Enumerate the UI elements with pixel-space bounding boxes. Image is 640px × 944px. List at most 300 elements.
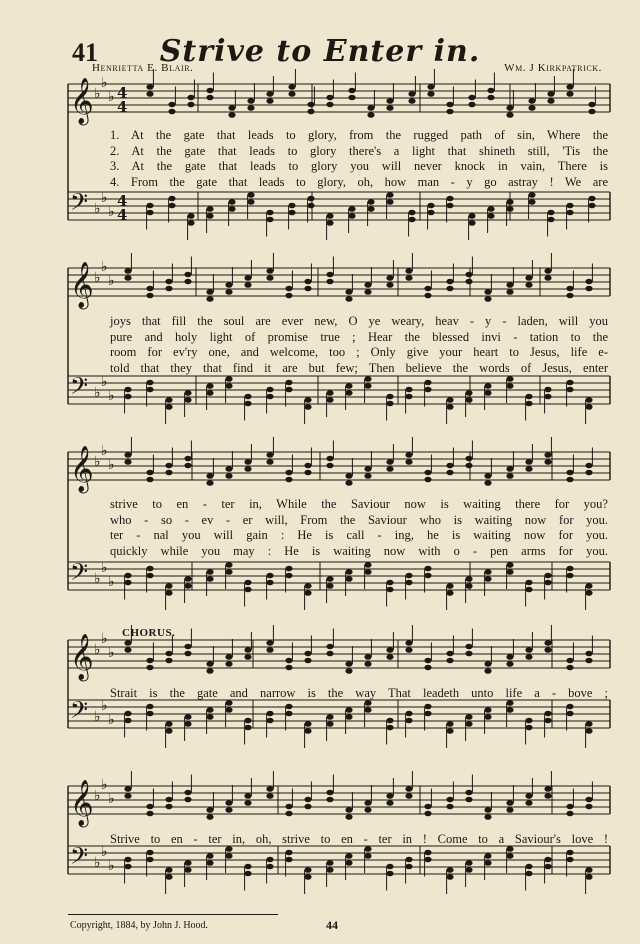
note-head (525, 793, 532, 799)
note-head (244, 647, 251, 653)
note-head (124, 387, 131, 393)
note-head (307, 196, 314, 202)
note-head (345, 860, 352, 866)
note-head (326, 95, 333, 101)
note-head (506, 707, 513, 713)
note-head (244, 793, 251, 799)
note-head (465, 279, 472, 285)
flat-sign: ♭ (108, 388, 115, 404)
note-head (184, 583, 191, 589)
flat-sign: ♭ (101, 259, 108, 275)
note-head (405, 793, 412, 799)
note-head (405, 711, 412, 717)
note-head (288, 84, 295, 90)
note-head (566, 811, 573, 817)
note-head (266, 711, 273, 717)
note-head (146, 704, 153, 710)
note-head (326, 644, 333, 650)
flat-sign: ♭ (94, 709, 101, 725)
note-head (525, 459, 532, 465)
bass-clef: 𝄢 (70, 696, 89, 729)
note-head (424, 850, 431, 856)
note-head (288, 91, 295, 97)
note-head (266, 857, 273, 863)
note-head (146, 293, 153, 299)
lyrics-system-3 (110, 497, 608, 559)
note-head (165, 397, 172, 403)
note-head (585, 651, 592, 657)
note-head (165, 583, 172, 589)
note-head (547, 91, 554, 97)
note-head (424, 804, 431, 810)
note-head (206, 473, 213, 479)
note-head (386, 793, 393, 799)
flat-sign: ♭ (108, 457, 115, 473)
note-head (165, 590, 172, 596)
note-head (124, 793, 131, 799)
note-head (465, 390, 472, 396)
note-head (266, 268, 273, 274)
note-head (345, 714, 352, 720)
note-head (345, 473, 352, 479)
note-head (506, 289, 513, 295)
note-head (326, 576, 333, 582)
note-head (345, 668, 352, 674)
note-head (446, 286, 453, 292)
note-head (566, 804, 573, 810)
note-head (206, 860, 213, 866)
note-head (244, 864, 251, 870)
note-head (506, 466, 513, 472)
flat-sign: ♭ (94, 270, 101, 286)
note-head (427, 84, 434, 90)
note-head (588, 196, 595, 202)
note-head (446, 797, 453, 803)
note-head (566, 857, 573, 863)
note-head (525, 401, 532, 407)
note-head (566, 286, 573, 292)
note-head (484, 569, 491, 575)
note-head (386, 282, 393, 288)
note-head (266, 452, 273, 458)
note-head (364, 707, 371, 713)
time-signature: 4 (117, 192, 128, 210)
note-head (326, 790, 333, 796)
note-head (304, 470, 311, 476)
lyrics-system-1 (110, 128, 608, 190)
note-head (408, 210, 415, 216)
note-head (566, 658, 573, 664)
note-head (146, 850, 153, 856)
note-head (285, 804, 292, 810)
note-head (405, 857, 412, 863)
note-head (465, 576, 472, 582)
note-head (326, 583, 333, 589)
lyric-line: who - so - ev - er will, From the Saviour who is waiting now for you. (110, 512, 608, 527)
note-head (304, 804, 311, 810)
note-head (386, 871, 393, 877)
note-head (146, 286, 153, 292)
page-number: 44 (326, 918, 338, 932)
note-head (206, 576, 213, 582)
note-head (566, 704, 573, 710)
lyric-line: 4. From the gate that leads to glory, oh, how man - y go astray ! We are (110, 174, 608, 189)
note-head (585, 286, 592, 292)
note-head (184, 714, 191, 720)
note-head (525, 718, 532, 724)
note-head (266, 793, 273, 799)
note-head (228, 206, 235, 212)
note-head (487, 213, 494, 219)
note-head (506, 376, 513, 382)
note-head (424, 704, 431, 710)
note-head (247, 98, 254, 104)
note-head (525, 647, 532, 653)
note-head (405, 275, 412, 281)
composer: Wm. J Kirkpatrick. (504, 62, 602, 74)
note-head (266, 98, 273, 104)
note-head (348, 88, 355, 94)
note-head (168, 196, 175, 202)
note-head (525, 800, 532, 806)
note-head (304, 658, 311, 664)
note-head (468, 220, 475, 226)
flat-sign: ♭ (101, 190, 108, 206)
note-head (386, 394, 393, 400)
note-head (247, 199, 254, 205)
note-head (225, 707, 232, 713)
note-head (446, 583, 453, 589)
note-head (247, 192, 254, 198)
note-head (288, 203, 295, 209)
note-head (326, 102, 333, 108)
note-head (446, 404, 453, 410)
lyric-line: 1. At the gate that leads to glory, from the rugged path of sin, Where the (110, 128, 608, 142)
note-head (345, 661, 352, 667)
note-head (544, 275, 551, 281)
note-head (566, 850, 573, 856)
note-head (146, 387, 153, 393)
note-head (244, 725, 251, 731)
note-head (364, 562, 371, 568)
note-head (168, 102, 175, 108)
treble-clef: 𝄞 (70, 634, 94, 680)
note-head (304, 728, 311, 734)
note-head (446, 397, 453, 403)
note-head (566, 293, 573, 299)
note-head (424, 286, 431, 292)
flat-sign: ♭ (94, 571, 101, 587)
note-head (465, 651, 472, 657)
note-head (424, 566, 431, 572)
note-head (348, 206, 355, 212)
note-head (446, 102, 453, 108)
note-head (165, 804, 172, 810)
note-head (304, 721, 311, 727)
note-head (345, 576, 352, 582)
lyric-line: Strive to en - ter in, oh, strive to en - ter in ! Come to a Saviour's love ! (110, 832, 608, 846)
note-head (124, 718, 131, 724)
note-head (326, 456, 333, 462)
note-head (544, 640, 551, 646)
note-head (446, 470, 453, 476)
note-head (244, 401, 251, 407)
note-head (244, 587, 251, 593)
note-head (367, 199, 374, 205)
note-head (124, 573, 131, 579)
note-head (446, 590, 453, 596)
note-head (446, 728, 453, 734)
note-head (484, 576, 491, 582)
note-head (405, 268, 412, 274)
note-head (465, 644, 472, 650)
note-head (446, 463, 453, 469)
note-head (124, 268, 131, 274)
note-head (165, 874, 172, 880)
note-head (225, 466, 232, 472)
note-head (547, 217, 554, 223)
note-head (124, 459, 131, 465)
note-head (285, 293, 292, 299)
note-head (304, 404, 311, 410)
note-head (146, 566, 153, 572)
note-head (165, 867, 172, 873)
note-head (184, 867, 191, 873)
note-head (544, 580, 551, 586)
flat-sign: ♭ (108, 645, 115, 661)
lyric-line: Strait is the gate and narrow is the way That leadeth unto life a - bove ; (110, 686, 608, 700)
hymn-number: 41 (72, 38, 98, 67)
note-head (206, 95, 213, 101)
note-head (307, 203, 314, 209)
note-head (566, 210, 573, 216)
note-head (487, 88, 494, 94)
note-head (506, 654, 513, 660)
note-head (165, 463, 172, 469)
lyric-line: ter - nal you will gain : He is call - ing, he is waiting now for you. (110, 528, 608, 542)
note-head (266, 573, 273, 579)
flat-sign: ♭ (101, 374, 108, 390)
flat-sign: ♭ (101, 844, 108, 860)
note-head (184, 860, 191, 866)
note-head (525, 394, 532, 400)
note-head (386, 192, 393, 198)
note-head (506, 800, 513, 806)
note-head (484, 853, 491, 859)
note-head (424, 470, 431, 476)
note-head (544, 394, 551, 400)
treble-clef: 𝄞 (70, 446, 94, 492)
note-head (326, 860, 333, 866)
note-head (405, 718, 412, 724)
note-head (184, 456, 191, 462)
note-head (424, 380, 431, 386)
note-head (484, 480, 491, 486)
note-head (304, 651, 311, 657)
note-head (465, 583, 472, 589)
note-head (566, 91, 573, 97)
note-head (244, 282, 251, 288)
note-head (244, 466, 251, 472)
note-head (266, 394, 273, 400)
note-head (566, 380, 573, 386)
note-head (146, 658, 153, 664)
note-head (465, 790, 472, 796)
note-head (566, 387, 573, 393)
note-head (585, 404, 592, 410)
note-head (585, 583, 592, 589)
note-head (266, 387, 273, 393)
note-head (446, 651, 453, 657)
note-head (146, 811, 153, 817)
note-head (225, 289, 232, 295)
note-head (326, 867, 333, 873)
flat-sign: ♭ (94, 642, 101, 658)
note-head (386, 654, 393, 660)
note-head (506, 199, 513, 205)
note-head (244, 275, 251, 281)
note-head (386, 459, 393, 465)
note-head (225, 376, 232, 382)
note-head (124, 864, 131, 870)
note-head (326, 279, 333, 285)
flat-sign: ♭ (108, 858, 115, 874)
note-head (364, 282, 371, 288)
note-head (146, 857, 153, 863)
note-head (506, 853, 513, 859)
note-head (304, 279, 311, 285)
note-head (266, 718, 273, 724)
note-head (544, 718, 551, 724)
lyric-line: told that they that find it are but few; Then believe the words of Jesus, enter (110, 360, 608, 375)
note-head (304, 583, 311, 589)
note-head (326, 397, 333, 403)
note-head (326, 651, 333, 657)
flat-sign: ♭ (108, 791, 115, 807)
note-head (386, 580, 393, 586)
note-head (468, 95, 475, 101)
flat-sign: ♭ (94, 454, 101, 470)
note-head (446, 804, 453, 810)
flat-sign: ♭ (108, 89, 115, 105)
note-head (484, 390, 491, 396)
note-head (304, 463, 311, 469)
note-head (184, 721, 191, 727)
note-head (465, 721, 472, 727)
note-head (228, 112, 235, 118)
note-head (367, 105, 374, 111)
note-head (408, 217, 415, 223)
note-head (544, 857, 551, 863)
note-head (446, 196, 453, 202)
note-head (386, 864, 393, 870)
note-head (544, 452, 551, 458)
note-head (484, 707, 491, 713)
note-head (266, 210, 273, 216)
flat-sign: ♭ (108, 273, 115, 289)
note-head (427, 210, 434, 216)
note-head (484, 289, 491, 295)
note-head (465, 463, 472, 469)
note-head (424, 811, 431, 817)
note-head (225, 800, 232, 806)
note-head (345, 853, 352, 859)
note-head (525, 275, 532, 281)
lyric-line: joys that fill the soul are ever new, O ye weary, heav - y - laden, will you (110, 314, 608, 328)
note-head (266, 864, 273, 870)
note-head (465, 272, 472, 278)
note-head (124, 394, 131, 400)
note-head (285, 387, 292, 393)
note-head (585, 804, 592, 810)
note-head (566, 203, 573, 209)
note-head (364, 661, 371, 667)
note-head (465, 797, 472, 803)
note-head (427, 203, 434, 209)
note-head (506, 569, 513, 575)
lyric-line: quickly while you may : He is waiting now with o - pen arms for you. (110, 543, 608, 558)
note-head (468, 102, 475, 108)
note-head (408, 91, 415, 97)
note-head (446, 721, 453, 727)
note-head (345, 480, 352, 486)
note-head (544, 711, 551, 717)
note-head (405, 573, 412, 579)
note-head (146, 470, 153, 476)
note-head (288, 210, 295, 216)
note-head (266, 91, 273, 97)
note-head (484, 296, 491, 302)
copyright: Copyright, 1884, by John J. Hood. (70, 920, 209, 931)
note-head (585, 397, 592, 403)
note-head (285, 380, 292, 386)
note-head (206, 88, 213, 94)
note-head (424, 293, 431, 299)
note-head (244, 654, 251, 660)
footer-rule (68, 914, 278, 915)
flat-sign: ♭ (101, 631, 108, 647)
note-head (465, 860, 472, 866)
note-head (386, 725, 393, 731)
note-head (506, 112, 513, 118)
note-head (244, 459, 251, 465)
note-head (525, 864, 532, 870)
note-head (364, 376, 371, 382)
note-head (484, 714, 491, 720)
note-head (364, 654, 371, 660)
note-head (544, 268, 551, 274)
note-head (307, 102, 314, 108)
note-head (345, 814, 352, 820)
note-head (168, 109, 175, 115)
note-head (405, 387, 412, 393)
note-head (124, 580, 131, 586)
note-head (405, 864, 412, 870)
note-head (405, 580, 412, 586)
treble-clef: 𝄞 (70, 262, 94, 308)
note-head (585, 279, 592, 285)
note-head (446, 874, 453, 880)
note-head (247, 105, 254, 111)
flat-sign: ♭ (108, 574, 115, 590)
note-head (424, 573, 431, 579)
note-head (386, 401, 393, 407)
note-head (285, 665, 292, 671)
note-head (225, 853, 232, 859)
note-head (187, 220, 194, 226)
note-head (345, 296, 352, 302)
note-head (184, 279, 191, 285)
